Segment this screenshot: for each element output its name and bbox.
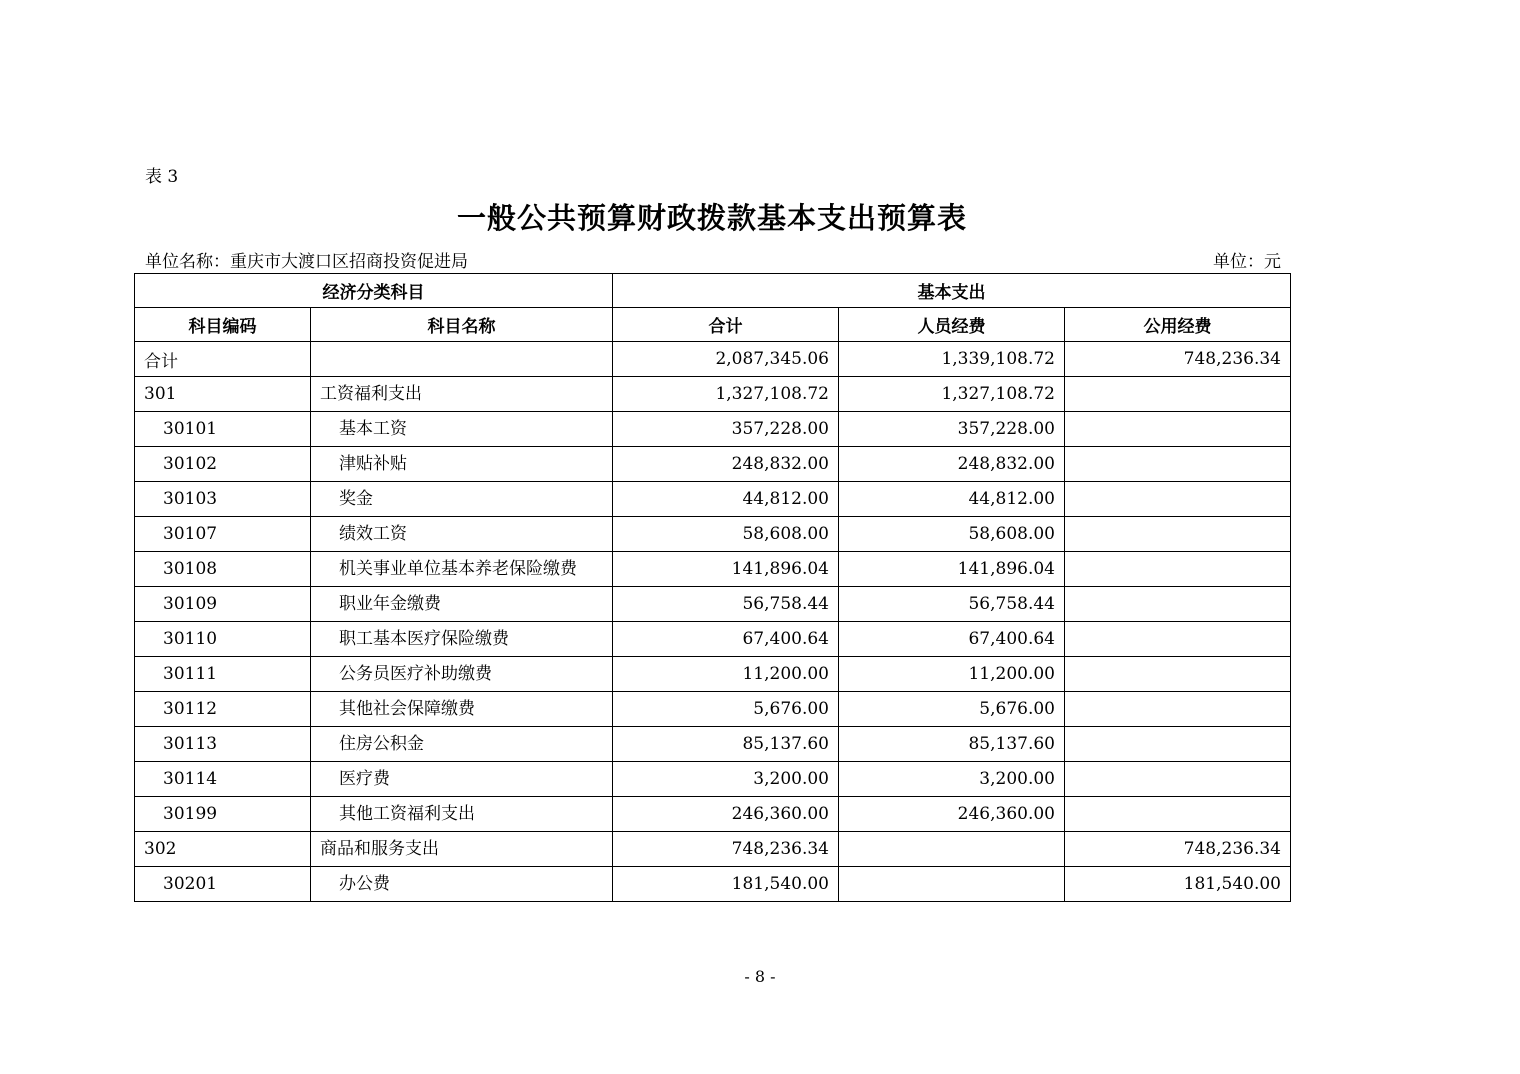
cell-personnel: 248,832.00 (839, 447, 1065, 482)
currency-unit: 单位：元 (1213, 252, 1281, 272)
cell-personnel: 1,339,108.72 (839, 342, 1065, 377)
group-header-basic-expenditure: 基本支出 (613, 274, 1291, 308)
column-header-code: 科目编码 (135, 308, 311, 342)
cell-public (1065, 727, 1291, 762)
cell-code: 30108 (135, 552, 311, 587)
row-name-text: 机关事业单位基本养老保险缴费 (339, 559, 577, 579)
budget-table (134, 273, 1291, 902)
table-row (135, 797, 1291, 832)
cell-total: 357,228.00 (613, 412, 839, 447)
cell-total: 11,200.00 (613, 657, 839, 692)
cell-public: 748,236.34 (1065, 342, 1291, 377)
cell-personnel: 58,608.00 (839, 517, 1065, 552)
cell-public (1065, 622, 1291, 657)
cell-name (311, 412, 613, 447)
cell-name (311, 867, 613, 902)
table-row (135, 552, 1291, 587)
table-row (135, 447, 1291, 482)
cell-personnel: 11,200.00 (839, 657, 1065, 692)
cell-public (1065, 377, 1291, 412)
cell-code: 30107 (135, 517, 311, 552)
cell-name (311, 692, 613, 727)
row-name-text: 其他工资福利支出 (339, 804, 475, 824)
unit-name: 单位名称：重庆市大渡口区招商投资促进局 (145, 252, 468, 272)
table-row (135, 622, 1291, 657)
cell-public: 748,236.34 (1065, 832, 1291, 867)
cell-total: 56,758.44 (613, 587, 839, 622)
cell-total: 85,137.60 (613, 727, 839, 762)
row-name-text (320, 342, 603, 376)
cell-name (311, 587, 613, 622)
cell-code: 30101 (135, 412, 311, 447)
cell-code: 302 (135, 832, 311, 867)
group-header-classification: 经济分类科目 (135, 274, 613, 308)
table-row (135, 412, 1291, 447)
cell-public (1065, 447, 1291, 482)
row-name-text: 绩效工资 (339, 524, 407, 544)
cell-name (311, 447, 613, 482)
cell-code: 30113 (135, 727, 311, 762)
cell-public (1065, 412, 1291, 447)
cell-public (1065, 587, 1291, 622)
cell-code: 301 (135, 377, 311, 412)
table-label: 表 3 (145, 167, 179, 187)
column-header-row (135, 308, 1291, 342)
column-header-total: 合计 (613, 308, 839, 342)
cell-code: 30114 (135, 762, 311, 797)
table-row (135, 342, 1291, 377)
cell-total: 44,812.00 (613, 482, 839, 517)
row-name-text: 公务员医疗补助缴费 (339, 664, 492, 684)
cell-name (311, 622, 613, 657)
cell-total: 141,896.04 (613, 552, 839, 587)
cell-code: 30111 (135, 657, 311, 692)
cell-public (1065, 762, 1291, 797)
row-name-text: 基本工资 (339, 419, 407, 439)
table-row (135, 517, 1291, 552)
cell-personnel: 67,400.64 (839, 622, 1065, 657)
cell-total: 248,832.00 (613, 447, 839, 482)
cell-code: 30102 (135, 447, 311, 482)
cell-total: 246,360.00 (613, 797, 839, 832)
table-row (135, 587, 1291, 622)
cell-total: 1,327,108.72 (613, 377, 839, 412)
row-name-text: 奖金 (339, 489, 373, 509)
cell-personnel: 141,896.04 (839, 552, 1065, 587)
cell-name (311, 797, 613, 832)
cell-personnel: 5,676.00 (839, 692, 1065, 727)
table-row (135, 867, 1291, 902)
cell-total: 2,087,345.06 (613, 342, 839, 377)
cell-total: 67,400.64 (613, 622, 839, 657)
row-name-text: 住房公积金 (339, 734, 424, 754)
cell-personnel: 3,200.00 (839, 762, 1065, 797)
table-row (135, 727, 1291, 762)
row-name-text: 职工基本医疗保险缴费 (339, 629, 509, 649)
page-number: - 8 - (744, 967, 776, 986)
cell-total: 3,200.00 (613, 762, 839, 797)
cell-total: 748,236.34 (613, 832, 839, 867)
table-row (135, 832, 1291, 867)
group-header-row (135, 274, 1291, 308)
cell-name (311, 552, 613, 587)
column-header-name: 科目名称 (311, 308, 613, 342)
row-name-text: 办公费 (339, 874, 390, 894)
row-name-text: 商品和服务支出 (320, 839, 439, 859)
page-title: 一般公共预算财政拨款基本支出预算表 (456, 201, 967, 235)
cell-code: 30109 (135, 587, 311, 622)
column-header-personnel: 人员经费 (839, 308, 1065, 342)
cell-public (1065, 657, 1291, 692)
cell-name (311, 762, 613, 797)
cell-code: 合计 (135, 342, 311, 377)
cell-code: 30199 (135, 797, 311, 832)
row-name-text: 医疗费 (339, 769, 390, 789)
cell-code: 30103 (135, 482, 311, 517)
cell-public (1065, 797, 1291, 832)
cell-name (311, 832, 613, 867)
cell-public (1065, 692, 1291, 727)
cell-personnel (839, 832, 1065, 867)
cell-name (311, 482, 613, 517)
row-name-text: 其他社会保障缴费 (339, 699, 475, 719)
cell-total: 181,540.00 (613, 867, 839, 902)
cell-code: 30110 (135, 622, 311, 657)
cell-code: 30112 (135, 692, 311, 727)
table-row (135, 692, 1291, 727)
table-head (135, 274, 1291, 342)
cell-code: 30201 (135, 867, 311, 902)
cell-public: 181,540.00 (1065, 867, 1291, 902)
cell-total: 58,608.00 (613, 517, 839, 552)
cell-name (311, 342, 613, 377)
row-name-text: 津贴补贴 (339, 454, 407, 474)
cell-public (1065, 552, 1291, 587)
cell-public (1065, 482, 1291, 517)
cell-name (311, 727, 613, 762)
table-row (135, 482, 1291, 517)
table-row (135, 377, 1291, 412)
cell-personnel: 85,137.60 (839, 727, 1065, 762)
cell-name (311, 657, 613, 692)
cell-personnel: 357,228.00 (839, 412, 1065, 447)
cell-personnel (839, 867, 1065, 902)
row-name-text: 工资福利支出 (320, 384, 422, 404)
cell-personnel: 1,327,108.72 (839, 377, 1065, 412)
table-row (135, 657, 1291, 692)
cell-name (311, 517, 613, 552)
cell-name (311, 377, 613, 412)
table-body (135, 342, 1291, 902)
cell-total: 5,676.00 (613, 692, 839, 727)
meta-row (145, 247, 1281, 272)
cell-personnel: 44,812.00 (839, 482, 1065, 517)
row-name-text: 职业年金缴费 (339, 594, 441, 614)
cell-personnel: 56,758.44 (839, 587, 1065, 622)
cell-public (1065, 517, 1291, 552)
table-row (135, 762, 1291, 797)
cell-personnel: 246,360.00 (839, 797, 1065, 832)
column-header-public: 公用经费 (1065, 308, 1291, 342)
